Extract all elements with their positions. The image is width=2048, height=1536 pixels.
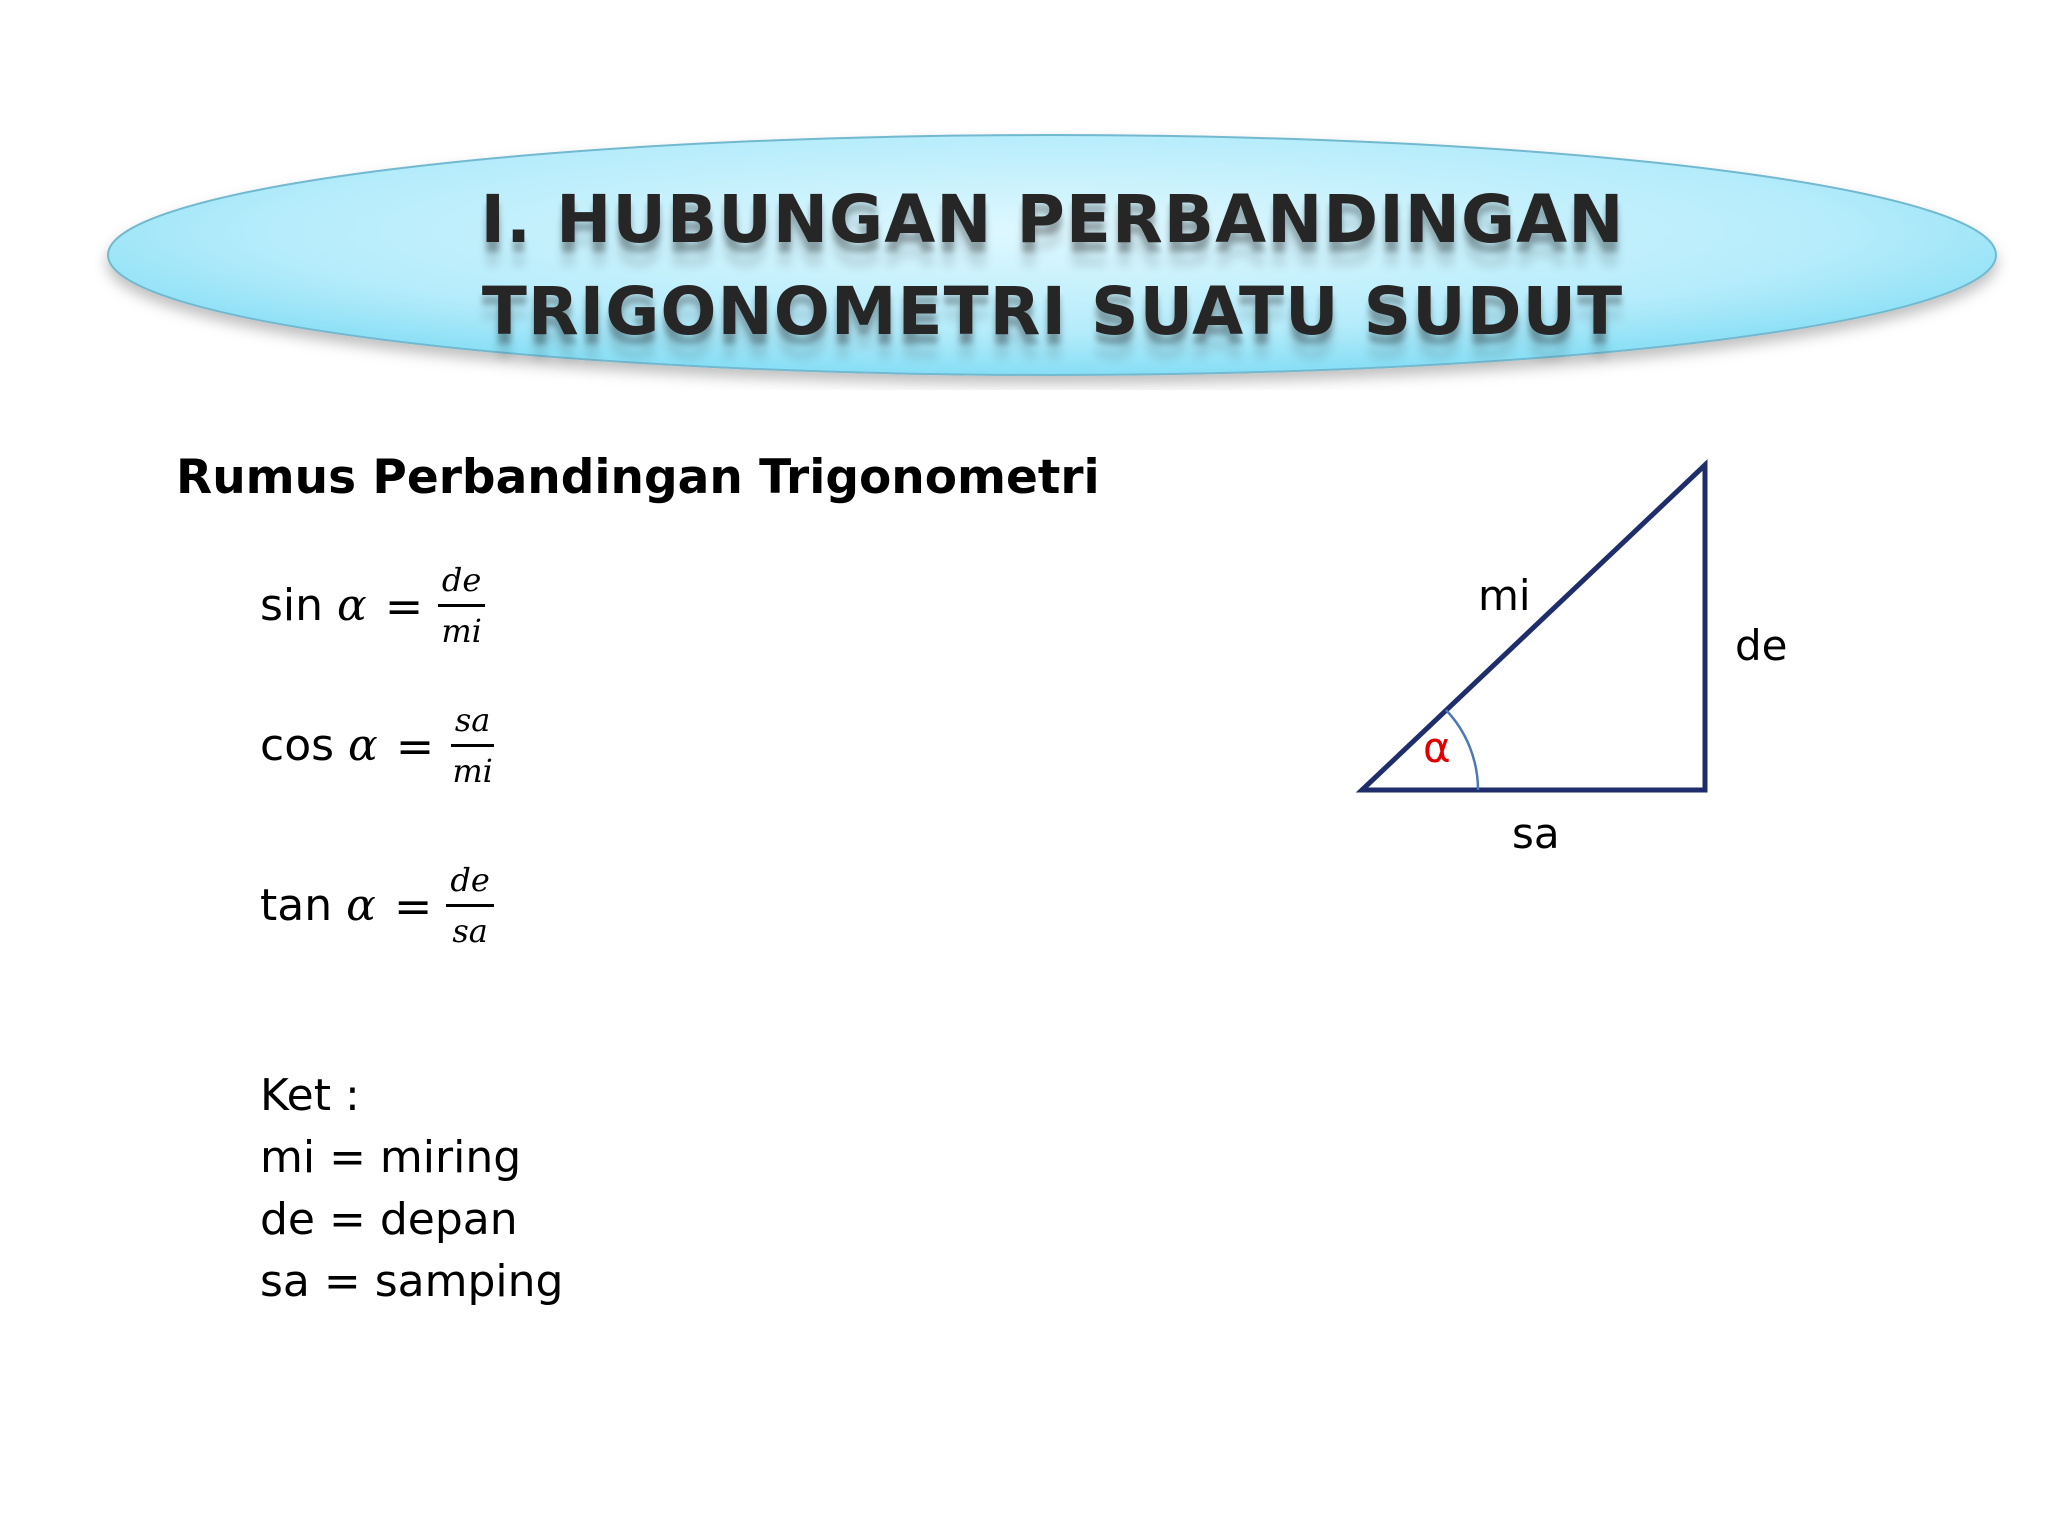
angle-variable: α — [346, 880, 376, 931]
title-line-2: TRIGONOMETRI SUATU SUDUT — [481, 273, 1624, 350]
numerator: de — [446, 860, 493, 907]
legend-item-sa: sa = samping — [260, 1256, 564, 1307]
label-angle: α — [1423, 723, 1451, 772]
function-name: tan — [260, 880, 333, 931]
formula-tan — [260, 860, 494, 951]
fraction — [437, 560, 486, 651]
numerator: sa — [451, 700, 495, 747]
right-triangle-diagram — [1340, 450, 1820, 870]
denominator: mi — [452, 752, 493, 790]
legend-heading: Ket : — [260, 1070, 360, 1121]
angle-variable: α — [337, 580, 367, 631]
legend-item-de: de = depan — [260, 1194, 518, 1245]
angle-variable: α — [348, 720, 378, 771]
formula-sin — [260, 560, 486, 651]
triangle-shape — [1362, 465, 1705, 790]
legend-item-mi: mi = miring — [260, 1132, 522, 1183]
angle-arc — [1446, 710, 1478, 790]
function-name: cos — [260, 720, 335, 771]
equals-sign: = — [384, 578, 424, 633]
equals-sign: = — [395, 718, 435, 773]
function-name: sin — [260, 580, 324, 631]
title-banner — [95, 130, 2010, 390]
label-opposite: de — [1735, 621, 1788, 670]
label-hypotenuse: mi — [1478, 571, 1531, 620]
page-title — [95, 174, 2010, 358]
label-adjacent: sa — [1512, 809, 1560, 858]
title-line-1: I. HUBUNGAN PERBANDINGAN — [480, 181, 1625, 258]
fraction — [448, 700, 497, 791]
equals-sign: = — [393, 878, 433, 933]
denominator: mi — [441, 612, 482, 650]
legend-notes — [260, 1065, 563, 1313]
formula-cos — [260, 700, 497, 791]
fraction — [446, 860, 493, 951]
denominator: sa — [452, 912, 488, 950]
section-heading: Rumus Perbandingan Trigonometri — [176, 450, 1100, 505]
numerator: de — [438, 560, 485, 607]
